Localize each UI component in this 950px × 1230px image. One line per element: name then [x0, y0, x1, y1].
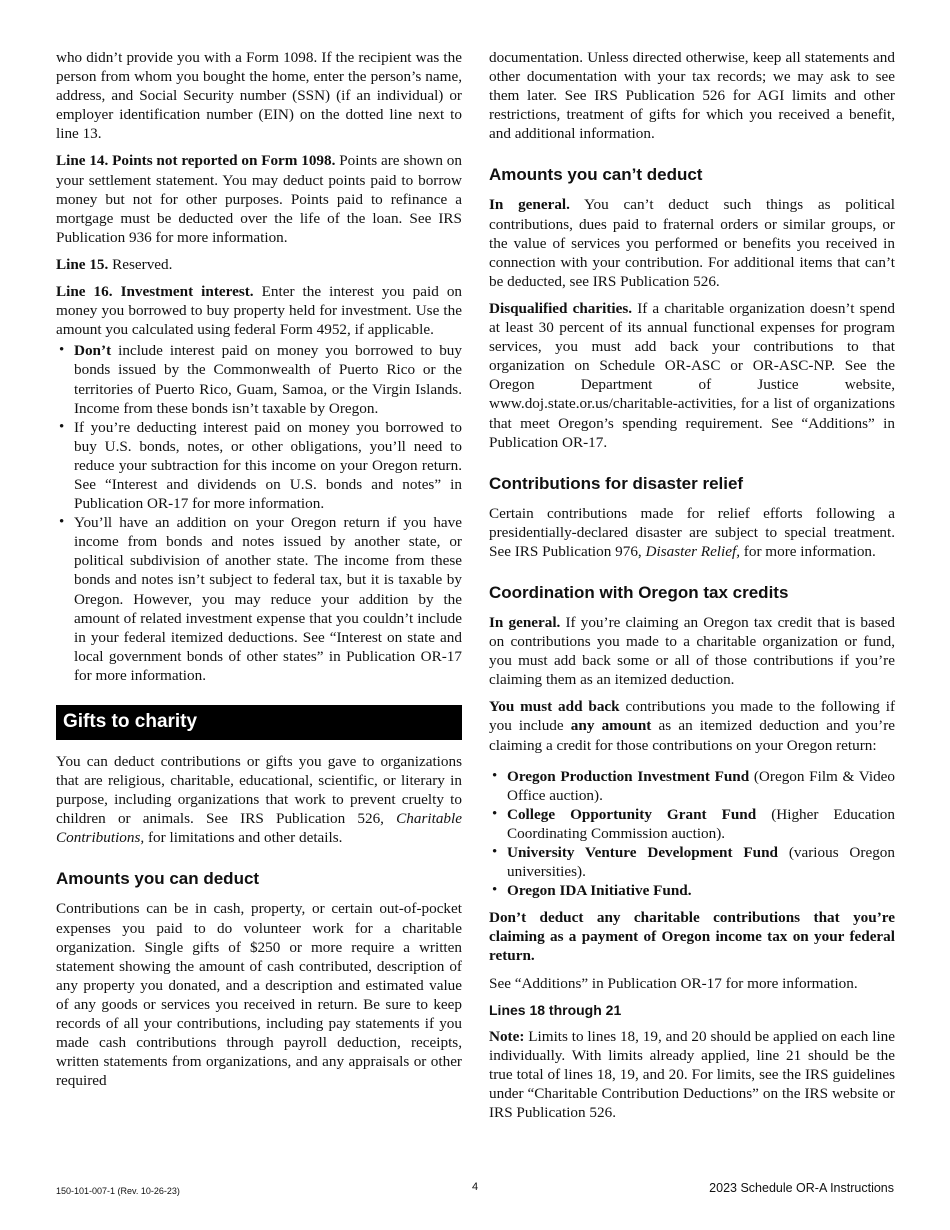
gifts-to-charity-section-heading: Gifts to charity — [56, 705, 462, 740]
list-item: • College Opportunity Grant Fund (Higher Education Coordinating Commission auction). — [489, 805, 895, 843]
lines-18-21-heading: Lines 18 through 21 — [489, 1001, 622, 1018]
line-15-paragraph — [56, 255, 462, 274]
amounts-cant-deduct-heading: Amounts you can’t deduct — [489, 165, 703, 185]
disaster-relief-heading: Contributions for disaster relief — [489, 473, 744, 493]
disqualified-charities-paragraph: Disqualified charities. If a charitable organization doesn’t spend at least 30 percent of its annual functional expenses for program services, you must add back your contributions to that organization on Schedule OR-ASC or OR-ASC-NP. See the Oregon Department of Justice website, www.doj.state.or.us/charitable-activities, for a list of organizations that meet Oregon’s spending requirement. See “Additions” in Publication OR-17. — [489, 299, 895, 451]
left-column — [56, 48, 462, 1098]
form-number: 150-101-007-1 (Rev. 10-26-23) — [56, 1186, 180, 1196]
amounts-can-deduct-paragraph: Contributions can be in cash, property, or certain out-of-pocket expenses you paid to do volunteer work for a charitable organization. Single gifts of $250 or more require a written statement showing the amount of cash contributed, description of any property you donated, and a description and estimated value of any goods or services you received in return. Be sure to keep records of all your contributions, including pay statements if you made cash contributions through payroll deduction, receipts, written statements from organizations, and any appraisals or other required — [56, 900, 462, 1090]
document-title: 2023 Schedule OR-A Instructions — [709, 1181, 894, 1195]
line-16-paragraph — [56, 282, 462, 339]
note-paragraph: Note: Limits to lines 18, 19, and 20 should be applied on each line individually. With limits already applied, line 21 should be the true total of lines 18, 19, and 20. For limits, see the IRS guidelines under “Charitable Contribution Deductions” on the IRS website or IRS Publication 526. — [489, 1027, 895, 1122]
list-item: • You’ll have an addition on your Oregon return if you have income from bonds and notes issued by another state, or political subdivision of another state. The income from these bonds and notes isn’t subject to federal tax, but it is taxable by Oregon. However, you may reduce your addition by the amount of related investment expense that you couldn’t include in your federal itemized deductions. See “Interest on state and local government bonds of other states” in Publication OR-17 for more information. — [56, 513, 462, 685]
list-item: • Oregon Production Investment Fund (Oregon Film & Video Office auction). — [489, 767, 895, 805]
right-column — [489, 48, 895, 1130]
continued-paragraph: documentation. Unless directed otherwise, keep all statements and other documentation with your tax records; we may ask to see them later. See IRS Publication 526 for AGI limits and other restrictions, treatment of gifts for which you received a benefit, and additional information. — [489, 49, 895, 143]
see-additions-paragraph: See “Additions” in Publication OR-17 for more information. — [489, 974, 858, 992]
line-16-text: Enter the interest you paid on money you borrowed to buy property held for investment. Use the amount you calculated using federal Form 4952, if applicable. — [56, 283, 463, 339]
list-item: • Don’t include interest paid on money you borrowed to buy bonds issued by the Commonwealth of Puerto Rico or the territories of Puerto Rico, Guam, Samoa, or the Virgin Islands. Income from these bonds isn’t taxable by Oregon. — [56, 341, 462, 417]
disaster-relief-paragraph: Certain contributions made for relief efforts following a presidentially-declared disaster are subject to special treatment. See IRS Publication 976, Disaster Relief, for more information. — [489, 504, 895, 560]
gifts-intro-paragraph: You can deduct contributions or gifts you gave to organizations that are religious, charitable, educational, scientific, or literary in purpose, including organizations that work to prevent cruelty to children or animals. See IRS Publication 526, Charitable Contributions, for limitations and other details. — [56, 753, 462, 847]
line-14-paragraph — [56, 151, 462, 246]
coordination-heading: Coordination with Oregon tax credits — [489, 582, 789, 602]
list-item: • Oregon IDA Initiative Fund. — [489, 881, 895, 900]
amounts-can-deduct-heading: Amounts you can deduct — [56, 869, 260, 889]
line-14-heading: Line 14. Points not reported on Form 1098. — [56, 152, 336, 170]
intro-paragraph: who didn’t provide you with a Form 1098. If the recipient was the person from whom you bought the home, enter the person’s name, address, and Social Security number (SSN) (if an individual) or employer identification number (EIN) on the dotted line next to line 13. — [56, 49, 462, 143]
add-back-paragraph: You must add back contributions you made to the following if you include any amount as an itemized deduction and you’re claiming a credit for those contributions on your Oregon return: — [489, 698, 896, 754]
dont-deduct-paragraph: Don’t deduct any charitable contributions that you’re claiming as a payment of Oregon income tax on your federal return. — [489, 909, 895, 965]
coordination-general-paragraph: In general. If you’re claiming an Oregon tax credit that is based on contributions you made to a charitable organization or fund, you must add back some or all of those contributions if you’re claiming them as an itemized deduction. — [489, 613, 895, 689]
list-item: • If you’re deducting interest paid on money you borrowed to buy U.S. bonds, notes, or other obligations, you’ll need to reduce your subtraction for this income on your Oregon return. See “Interest and dividends on U.S. bonds and notes” in Publication OR-17 for more information. — [56, 418, 462, 513]
line-15-heading: Line 15. — [56, 255, 109, 273]
line-15-text: Reserved. — [108, 255, 173, 273]
in-general-paragraph: In general. You can’t deduct such things as political contributions, dues paid to fraternal orders or similar groups, or the value of services you performed or benefits you received in connection with your contribution. For additional items that can’t be deducted, see IRS Publication 526. — [489, 196, 895, 290]
page-number: 4 — [472, 1181, 479, 1193]
line-16-heading: Line 16. Investment interest. — [56, 283, 254, 301]
fund-list — [489, 767, 895, 901]
line-16-bullets — [56, 341, 462, 685]
list-item: • University Venture Development Fund (various Oregon universities). — [489, 843, 895, 881]
line-14-text: Points are shown on your settlement statement. You may deduct points paid to borrow money but not for other purposes. Points paid to refinance a mortgage must be deducted over the life of the loan. See IRS Publication 936 for more information. — [56, 152, 462, 246]
